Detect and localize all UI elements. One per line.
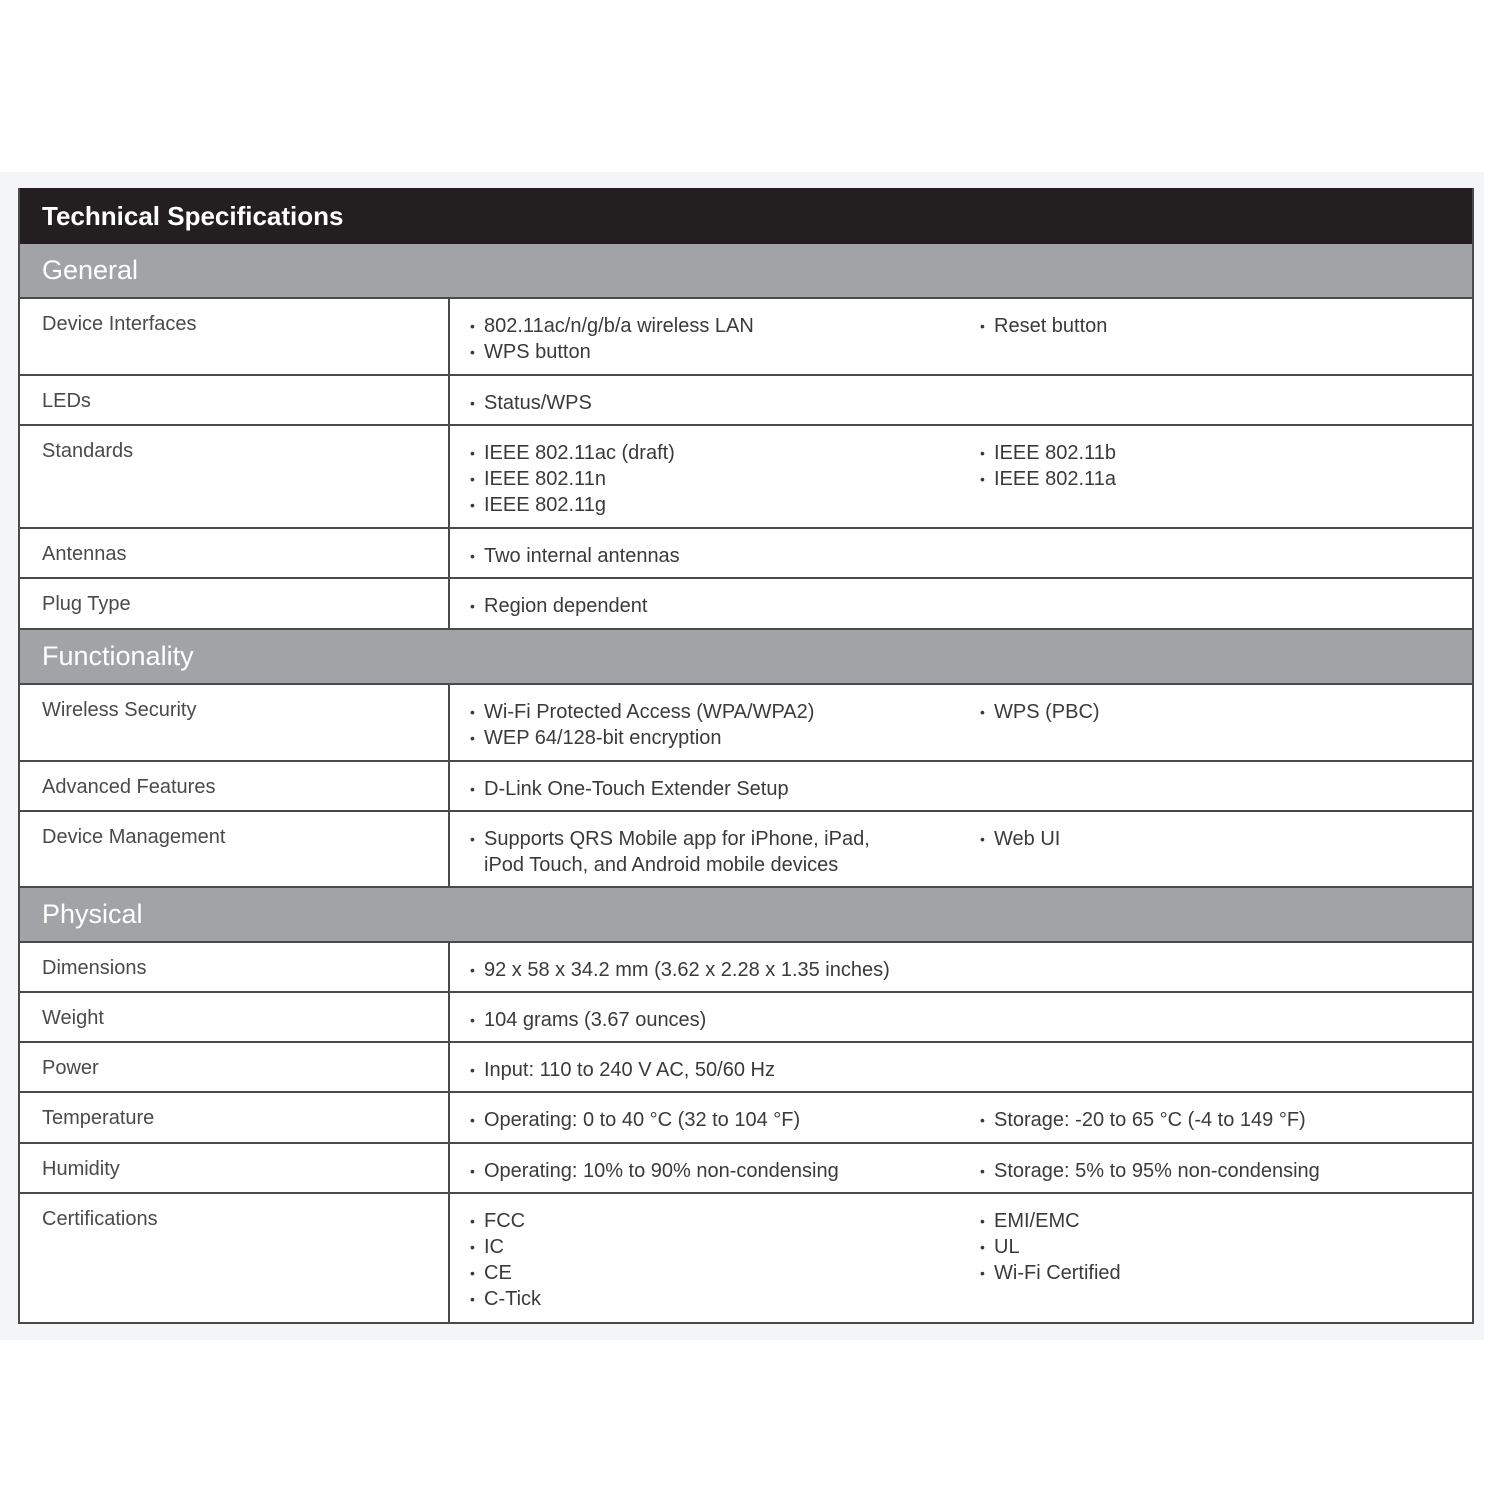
spec-item [470,1158,980,1184]
spec-values [450,943,1472,991]
spec-label: Weight [20,993,450,1041]
bullet-icon: • [470,730,475,746]
spec-values-column-1 [470,313,980,374]
spec-values [450,762,1472,810]
spec-item [470,466,980,492]
spec-label: Advanced Features [20,762,450,810]
spec-sections [20,244,1472,1322]
spec-item [470,1007,980,1033]
spec-values-column-1 [470,1208,980,1322]
spec-values-column-1 [470,390,980,424]
spec-values-column-2 [980,1208,1121,1322]
bullet-icon: • [470,1265,475,1281]
spec-values-column-2 [980,699,1100,760]
spec-values [450,299,1472,374]
bullet-icon: • [980,704,985,720]
spec-row [20,1093,1472,1144]
spec-values [450,529,1472,577]
spec-item [470,1208,980,1234]
spec-row [20,993,1472,1043]
bullet-icon: • [470,1163,475,1179]
bullet-icon: • [980,1265,985,1281]
spec-label: Humidity [20,1144,450,1192]
spec-item-text: Web UI [994,828,1061,850]
spec-item-text: UL [994,1236,1020,1258]
page-title: Technical Specifications [42,200,344,231]
bullet-icon: • [470,831,475,847]
bullet-icon: • [470,395,475,411]
spec-item-text: Input: 110 to 240 V AC, 50/60 Hz [484,1059,775,1081]
spec-item [470,826,980,852]
spec-values-column-1 [470,826,980,886]
spec-values [450,579,1472,628]
spec-item-text: CE [484,1262,512,1284]
spec-item-text: 802.11ac/n/g/b/a wireless LAN [484,315,754,337]
spec-item [980,466,1116,492]
spec-item [470,313,980,339]
spec-item-text: IEEE 802.11a [994,468,1116,490]
spec-values-column-1 [470,957,980,991]
spec-values [450,1093,1472,1142]
spec-label: Standards [20,426,450,527]
spec-table [18,188,1474,1324]
spec-item-text: IC [484,1236,504,1258]
spec-values-column-1 [470,440,980,527]
spec-row [20,579,1472,630]
spec-item-text: FCC [484,1210,526,1232]
bullet-icon: • [980,1112,985,1128]
spec-values-column-1 [470,699,980,760]
bullet-icon: • [980,1213,985,1229]
bullet-icon: • [980,445,985,461]
bullet-icon: • [470,318,475,334]
spec-item-text: WPS (PBC) [994,701,1100,723]
bullet-icon: • [470,548,475,564]
spec-item [980,1234,1121,1260]
spec-item-text: EMI/EMC [994,1210,1080,1232]
bullet-icon: • [980,318,985,334]
bullet-icon: • [980,471,985,487]
spec-values [450,1194,1472,1322]
spec-label: Dimensions [20,943,450,991]
section-title: Physical [42,899,143,929]
bullet-icon: • [470,1291,475,1307]
spec-item [470,492,980,518]
spec-item [470,390,980,416]
spec-item [470,339,980,365]
bullet-icon: • [470,344,475,360]
spec-item [470,593,980,619]
spec-row [20,812,1472,888]
spec-item [470,1260,980,1286]
spec-label: Plug Type [20,579,450,628]
bullet-icon: • [470,471,475,487]
spec-values [450,376,1472,424]
spec-values-column-2 [980,1107,1306,1142]
bullet-icon: • [980,831,985,847]
section-header [20,630,1472,685]
spec-item-text: Two internal antennas [484,545,680,567]
spec-item-text: 92 x 58 x 34.2 mm (3.62 x 2.28 x 1.35 inches) [484,959,890,981]
bullet-icon: • [470,445,475,461]
spec-item-text: IEEE 802.11ac (draft) [484,442,675,464]
spec-item [980,1260,1121,1286]
spec-item-text: 104 grams (3.67 ounces) [484,1009,707,1031]
spec-item [980,1107,1306,1133]
spec-item [980,313,1107,339]
spec-item [470,725,980,751]
spec-label: Certifications [20,1194,450,1322]
spec-row [20,1043,1472,1093]
spec-values-column-1 [470,543,980,577]
section-title: General [42,255,139,285]
spec-item-text: C-Tick [484,1288,542,1310]
spec-row [20,943,1472,993]
spec-values-column-2 [980,1158,1320,1192]
spec-values-column-1 [470,1158,980,1192]
bullet-icon: • [470,598,475,614]
spec-label: Device Interfaces [20,299,450,374]
spec-values-column-1 [470,1007,980,1041]
spec-values [450,812,1472,886]
bullet-icon: • [470,497,475,513]
spec-item-text: Region dependent [484,595,648,617]
spec-label: Device Management [20,812,450,886]
spec-item-text: iPod Touch, and Android mobile devices [484,854,839,876]
spec-values-column-2 [980,440,1116,527]
spec-row [20,1194,1472,1322]
spec-values [450,993,1472,1041]
spec-values [450,426,1472,527]
spec-item-text: Storage: 5% to 95% non-condensing [994,1160,1320,1182]
spec-item [470,699,980,725]
spec-values [450,685,1472,760]
section-header [20,244,1472,299]
spec-label: Antennas [20,529,450,577]
spec-row [20,426,1472,529]
title-bar [20,188,1472,244]
spec-row [20,376,1472,426]
spec-row [20,685,1472,762]
spec-item-text: IEEE 802.11b [994,442,1116,464]
spec-values-column-2 [980,826,1060,886]
spec-values [450,1144,1472,1192]
spec-item-text: Status/WPS [484,392,592,414]
spec-item [980,826,1060,852]
bullet-icon: • [980,1163,985,1179]
bullet-icon: • [470,704,475,720]
spec-item-text: IEEE 802.11n [484,468,606,490]
spec-row [20,299,1472,376]
spec-item-text: Operating: 10% to 90% non-condensing [484,1160,839,1182]
spec-item-text: WPS button [484,341,591,363]
bullet-icon: • [470,1112,475,1128]
spec-values-column-2 [980,313,1107,374]
section-header [20,888,1472,943]
spec-item [980,699,1100,725]
spec-item [470,440,980,466]
spec-row [20,762,1472,812]
spec-label: Wireless Security [20,685,450,760]
spec-item-text: Supports QRS Mobile app for iPhone, iPad, [484,828,870,850]
spec-values [450,1043,1472,1091]
spec-item-text: Reset button [994,315,1108,337]
bullet-icon: • [470,1012,475,1028]
spec-item [470,957,980,983]
spec-label: LEDs [20,376,450,424]
spec-item [470,852,980,878]
spec-item [470,1107,980,1133]
spec-values-column-1 [470,776,980,810]
bullet-icon: • [470,1239,475,1255]
spec-item-text: Storage: -20 to 65 °C (-4 to 149 °F) [994,1109,1306,1131]
spec-values-column-1 [470,1107,980,1142]
bullet-icon: • [470,781,475,797]
bullet-icon: • [980,1239,985,1255]
spec-item-text: IEEE 802.11g [484,494,606,516]
spec-label: Temperature [20,1093,450,1142]
bullet-icon: • [470,1062,475,1078]
bullet-icon: • [470,962,475,978]
spec-item [470,543,980,569]
spec-item [470,1234,980,1260]
spec-label: Power [20,1043,450,1091]
spec-item-text: D-Link One-Touch Extender Setup [484,778,789,800]
bullet-icon: • [470,1213,475,1229]
spec-item [980,1158,1320,1184]
section-title: Functionality [42,641,194,671]
spec-row [20,529,1472,579]
spec-item [470,1286,980,1312]
spec-item [470,1057,980,1083]
spec-item-text: Operating: 0 to 40 °C (32 to 104 °F) [484,1109,801,1131]
spec-row [20,1144,1472,1194]
spec-values-column-1 [470,1057,980,1091]
spec-item-text: Wi-Fi Certified [994,1262,1121,1284]
spec-values-column-1 [470,593,980,628]
spec-item [470,776,980,802]
spec-item-text: WEP 64/128-bit encryption [484,727,722,749]
spec-item [980,1208,1121,1234]
spec-item-text: Wi-Fi Protected Access (WPA/WPA2) [484,701,815,723]
spec-item [980,440,1116,466]
